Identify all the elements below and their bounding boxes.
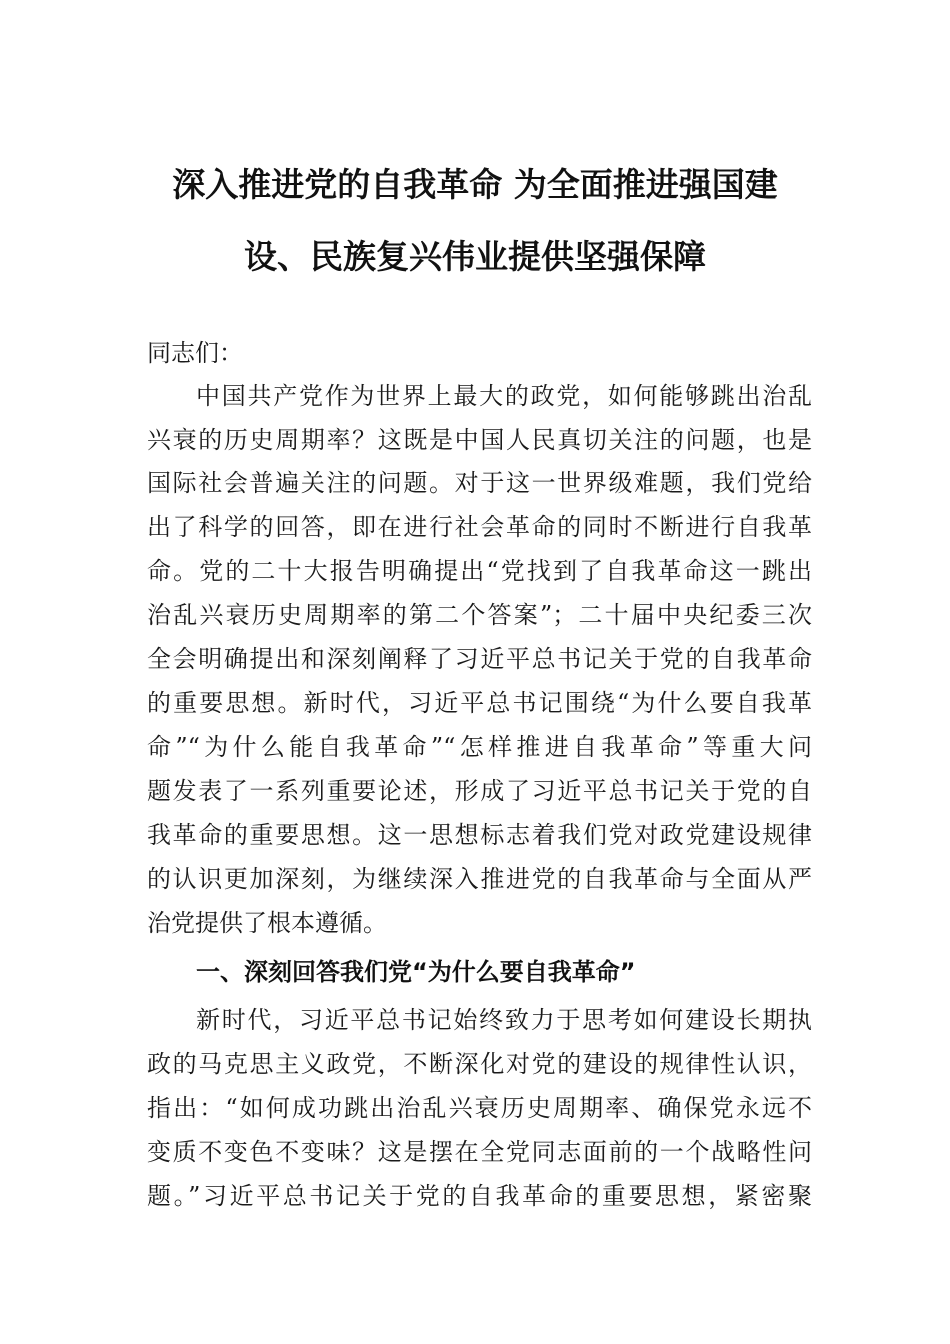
paragraph-line: 兴衰的历史周期率？这既是中国人民真切关注的问题，也是: [147, 426, 812, 454]
paragraph-line: 全会明确提出和深刻阐释了习近平总书记关于党的自我革命: [147, 645, 812, 673]
paragraph-line: 政的马克思主义政党，不断深化对党的建设的规律性认识，: [147, 1050, 812, 1078]
salutation: 同志们：: [147, 339, 243, 367]
document-title-line-1: 深入推进党的自我革命 为全面推进强国建: [172, 165, 778, 204]
paragraph-line: 新时代，习近平总书记始终致力于思考如何建设长期执: [196, 1006, 812, 1034]
section-heading: 一、深刻回答我们党“为什么要自我革命”: [196, 958, 636, 986]
paragraph-line: 指出：“如何成功跳出治乱兴衰历史周期率、确保党永远不: [147, 1094, 812, 1122]
paragraph-line: 命”“为什么能自我革命”“怎样推进自我革命”等重大问: [147, 733, 812, 761]
paragraph-line: 变质不变色不变味？这是摆在全党同志面前的一个战略性问: [147, 1138, 812, 1166]
paragraph-line: 国际社会普遍关注的问题。对于这一世界级难题，我们党给: [147, 469, 812, 497]
paragraph-line: 题发表了一系列重要论述，形成了习近平总书记关于党的自: [147, 777, 812, 805]
paragraph-line: 我革命的重要思想。这一思想标志着我们党对政党建设规律: [147, 821, 812, 849]
paragraph-line: 中国共产党作为世界上最大的政党，如何能够跳出治乱: [196, 382, 812, 410]
paragraph-line: 命。党的二十大报告明确提出“党找到了自我革命这一跳出: [147, 557, 812, 585]
paragraph-line: 的重要思想。新时代，习近平总书记围绕“为什么要自我革: [147, 689, 812, 717]
paragraph-line: 治党提供了根本遵循。: [147, 909, 387, 937]
paragraph-line: 题。”习近平总书记关于党的自我革命的重要思想，紧密聚: [147, 1182, 812, 1210]
paragraph-line: 治乱兴衰历史周期率的第二个答案”；二十届中央纪委三次: [147, 601, 812, 629]
document-title-line-2: 设、民族复兴伟业提供坚强保障: [244, 237, 706, 276]
paragraph-line: 出了科学的回答，即在进行社会革命的同时不断进行自我革: [147, 513, 812, 541]
paragraph-line: 的认识更加深刻，为继续深入推进党的自我革命与全面从严: [147, 865, 812, 893]
